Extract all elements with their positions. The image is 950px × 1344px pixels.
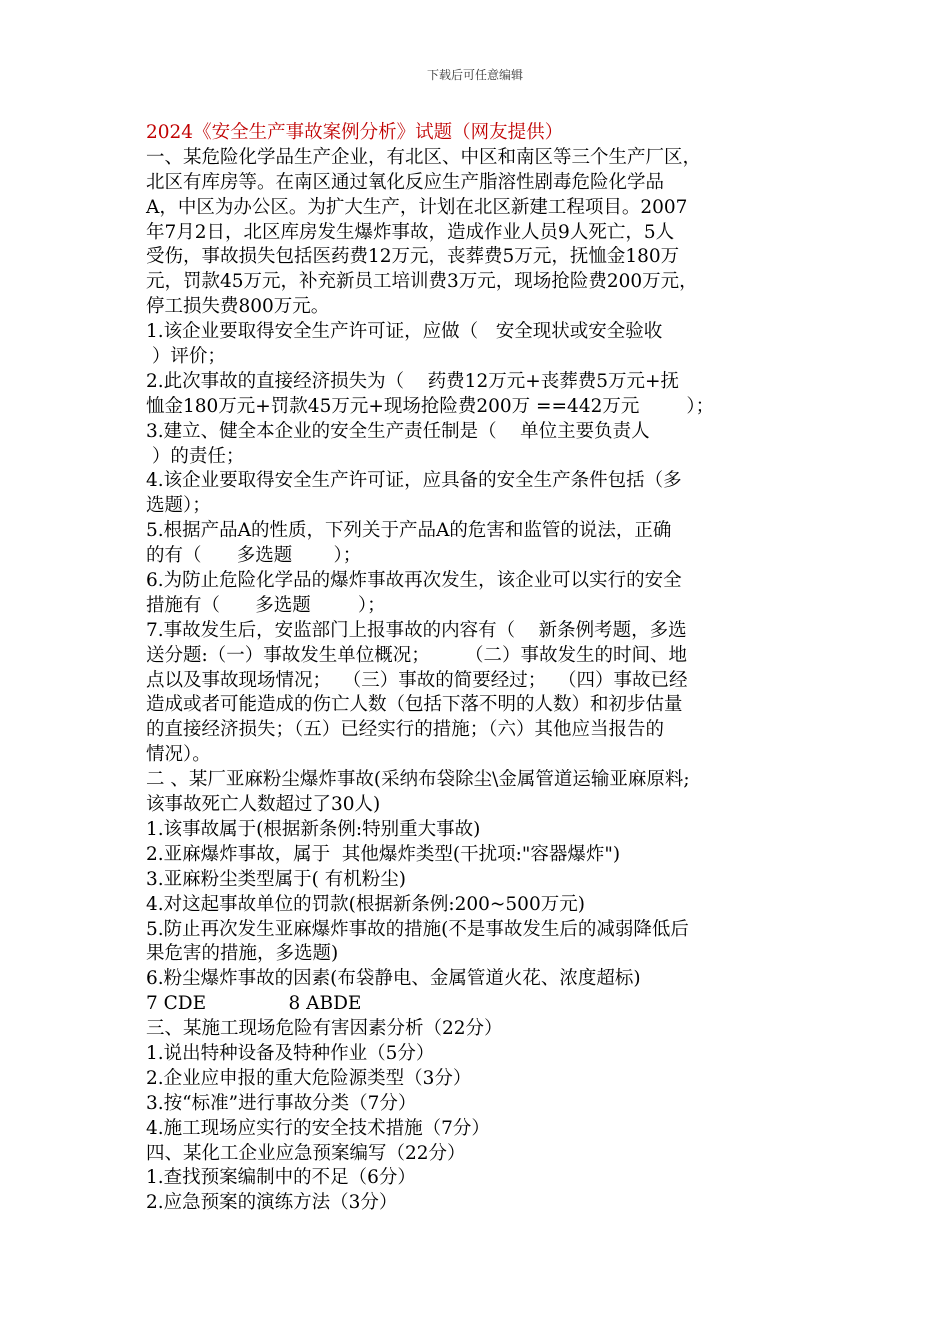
text-line: 1.查找预案编制中的不足（6分）	[146, 1167, 416, 1189]
text-line: 1.该企业要取得安全生产许可证，应做（ 安全现状或安全验收	[146, 321, 663, 343]
text-line: A，中区为办公区。为扩大生产，计划在北区新建工程项目。2007	[146, 196, 688, 218]
text-line: 2.亚麻爆炸事故，属于 其他爆炸类型(干扰项:"容器爆炸")	[146, 843, 621, 865]
text-line: 1.该事故属于(根据新条例:特别重大事故)	[146, 818, 481, 840]
text-line: 7.事故发生后，安监部门上报事故的内容有（ 新条例考题，多选	[146, 619, 687, 641]
text-line: 4.对这起事故单位的罚款(根据新条例:200~500万元)	[146, 893, 585, 915]
text-line: 4.该企业要取得安全生产许可证，应具备的安全生产条件包括（多	[146, 470, 682, 492]
text-line: 选题）；	[146, 495, 211, 517]
text-line: 的有（ 多选题 ）；	[146, 545, 362, 567]
text-line: 四、某化工企业应急预案编写（22分）	[146, 1142, 466, 1164]
document-title: 2024《安全生产事故案例分析》试题（网友提供）	[146, 122, 564, 143]
text-line: 3.建立、健全本企业的安全生产责任制是（ 单位主要负责人	[146, 420, 650, 442]
text-line: 1.说出特种设备及特种作业（5分）	[146, 1042, 435, 1064]
text-line: 6.粉尘爆炸事故的因素(布袋静电、金属管道火花、浓度超标)	[146, 968, 641, 990]
text-line: 的直接经济损失；（五）已经实行的措施；（六）其他应当报告的	[146, 719, 665, 741]
text-line: 造成或者可能造成的伤亡人数（包括下落不明的人数）和初步估量	[146, 694, 683, 716]
text-line: 7 CDE 8 ABDE	[146, 993, 362, 1015]
text-line: 受伤，事故损失包括医药费12万元，丧葬费5万元，抚恤金180万	[146, 246, 680, 268]
page-header: 下载后可任意编辑	[426, 68, 523, 82]
text-line: 该事故死亡人数超过了30人)	[146, 794, 381, 816]
text-line: 恤金180万元+罚款45万元+现场抢险费200万 ==442万元 ）；	[146, 395, 715, 417]
text-line: 2.此次事故的直接经济损失为（ 药费12万元+丧葬费5万元+抚	[146, 370, 679, 392]
text-line: 点以及事故现场情况； （三）事故的简要经过； （四）事故已经	[146, 669, 688, 691]
text-line: 4.施工现场应实行的安全技术措施（7分）	[146, 1117, 490, 1139]
text-line: 3.按“标准”进行事故分类（7分）	[146, 1092, 417, 1114]
text-line: 二 、某厂亚麻粉尘爆炸事故(采纳布袋除尘\金属管道运输亚麻原料;	[146, 769, 690, 791]
text-line: 2.企业应申报的重大危险源类型（3分）	[146, 1067, 472, 1089]
text-line: 一、某危险化学品生产企业，有北区、中区和南区等三个生产厂区，	[146, 146, 702, 168]
text-line: 年7月2日，北区库房发生爆炸事故，造成作业人员9人死亡，5人	[146, 221, 675, 243]
text-line: 6.为防止危险化学品的爆炸事故再次发生，该企业可以实行的安全	[146, 570, 682, 592]
text-line: 元，罚款45万元，补充新员工培训费3万元，现场抢险费200万元，	[146, 271, 698, 293]
document-body	[146, 121, 826, 1216]
text-line: 情况）。	[146, 744, 211, 766]
text-line: 5.根据产品A的性质，下列关于产品A的危害和监管的说法，正确	[146, 520, 672, 542]
text-line: 5.防止再次发生亚麻爆炸事故的措施(不是事故发生后的减弱降低后	[146, 918, 689, 940]
text-line: 2.应急预案的演练方法（3分）	[146, 1192, 398, 1214]
text-line: 措施有（ 多选题 ）；	[146, 594, 386, 616]
text-line: 三、某施工现场危险有害因素分析（22分）	[146, 1018, 503, 1040]
text-line: ）的责任；	[146, 445, 245, 467]
text-line: 果危害的措施，多选题)	[146, 943, 339, 965]
text-line: 送分题:（一）事故发生单位概况； （二）事故发生的时间、地	[146, 644, 688, 666]
text-line: 停工损失费800万元。	[146, 296, 330, 318]
text-line: 3.亚麻粉尘类型属于( 有机粉尘)	[146, 868, 406, 890]
text-line: 北区有库房等。在南区通过氧化反应生产脂溶性剧毒危险化学品	[146, 171, 665, 193]
text-line: ）评价；	[146, 346, 226, 368]
